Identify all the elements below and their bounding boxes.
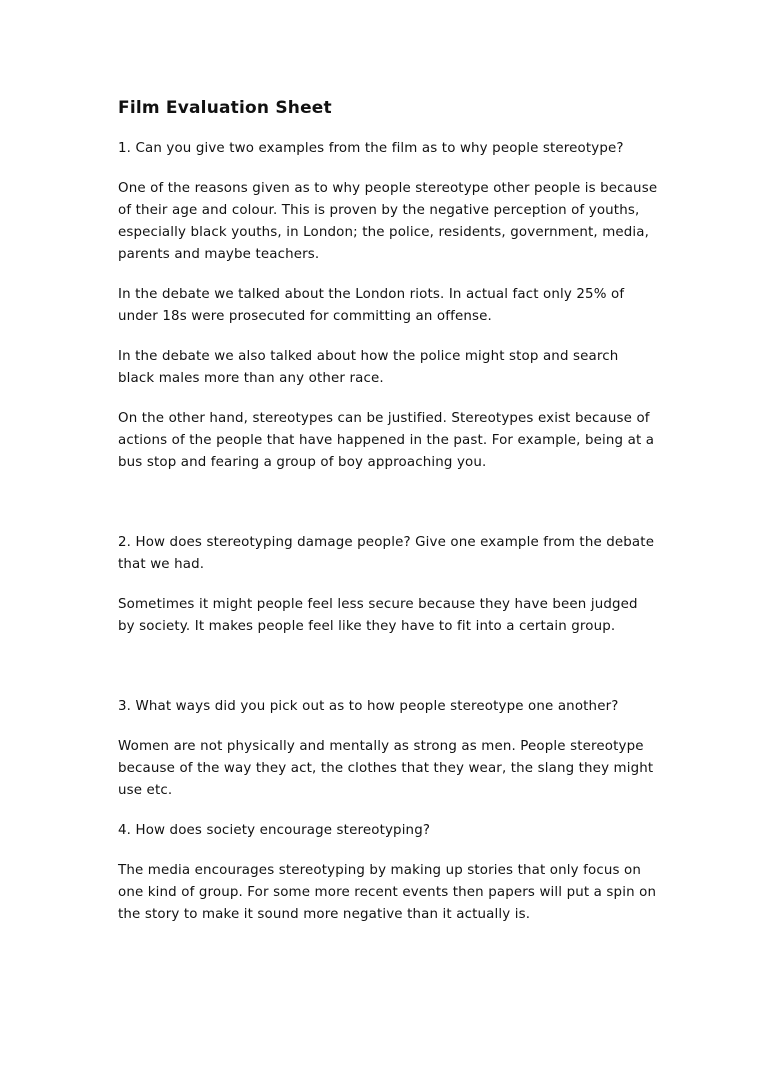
answer-1-paragraph-4: On the other hand, stereotypes can be justified. Stereotypes exist because of actions of the people that have happened in the past. For example, being at a bus stop and fearing a group of boy approaching you.	[118, 411, 655, 470]
document-page	[118, 96, 658, 944]
document-title: Film Evaluation Sheet	[118, 98, 332, 118]
section-spacer	[118, 656, 658, 696]
answer-1-paragraph-1: One of the reasons given as to why people stereotype other people is because of their age and colour. This is proven by the negative perception of youths, especially black youths, in London; the police, residents, government, media, parents and maybe teachers.	[118, 181, 658, 262]
answer-1-paragraph-2: In the debate we talked about the London riots. In actual fact only 25% of under 18s were prosecuted for committing an offense.	[118, 287, 625, 324]
question-2: 2. How does stereotyping damage people? Give one example from the debate that we had.	[118, 535, 655, 572]
question-4: 4. How does society encourage stereotyping?	[118, 823, 431, 838]
question-1: 1. Can you give two examples from the film as to why people stereotype?	[118, 141, 624, 156]
answer-2-paragraph-1: Sometimes it might people feel less secure because they have been judged by society. It makes people feel like they have to fit into a certain group.	[118, 597, 638, 634]
question-3: 3. What ways did you pick out as to how people stereotype one another?	[118, 699, 619, 714]
answer-4-paragraph-1: The media encourages stereotyping by making up stories that only focus on one kind of group. For some more recent events then papers will put a spin on the story to make it sound more negative than it actually is.	[118, 863, 657, 922]
answer-3-paragraph-1: Women are not physically and mentally as strong as men. People stereotype because of the way they act, the clothes that they wear, the slang they might use etc.	[118, 739, 654, 798]
section-spacer	[118, 492, 658, 532]
answer-1-paragraph-3: In the debate we also talked about how the police might stop and search black males more than any other race.	[118, 349, 619, 386]
